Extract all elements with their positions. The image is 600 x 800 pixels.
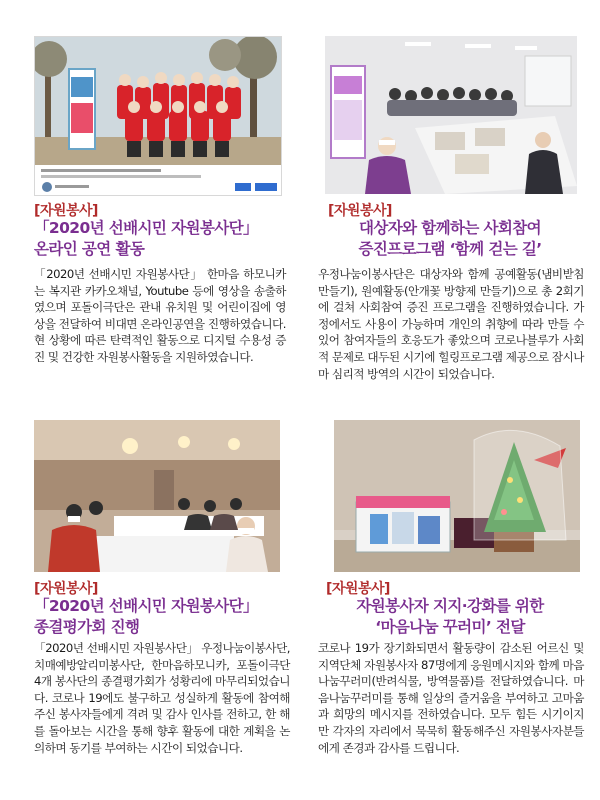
craft-activity-scene [325, 36, 577, 194]
section-2-title-line1: 대상자와 함께하는 사회참여 [358, 219, 542, 237]
section-3-title-line1: 「2020년 선배시민 자원봉사단」 [34, 597, 258, 615]
section-4-body: 코로나 19가 장기화되면서 활동량이 감소된 어르신 및 지역단체 자원봉사자 87명에게 응원메시지와 함께 마음나눔꾸러미(반려식물, 방역물품)를 전달하였습니다. 마음나눔꾸러미를 통해 일상의 즐거움을 부여하고 고마움과 희망의 메시지를 전하였습니다. 모두 힘든 시기이지만 각자의 자리에서 묵묵히 활동해주신 자원봉사자분들에게 존경과 감사를 드립니다. [318, 641, 584, 755]
section-1-title-line2: 온라인 공연 활동 [34, 240, 145, 258]
section-3-tag: [자원봉사] [34, 581, 98, 597]
section-2-title [312, 218, 588, 260]
section-2-tag: [자원봉사] [328, 203, 392, 219]
section-2-body: 우정나눔이봉사단은 대상자와 함께 공예활동(냄비받침 만들기), 원예활동(안개꽃 방향제 만들기)으로 총 2회기에 걸쳐 사회참여 증진 프로그램을 진행하였습니다. 가정에서도 사용이 가능하며 개인의 취향에 따라 만들 수 있어 참여자들의 호응도가 좋았으며 코로나블루가 사회적 문제로 대두된 시기에 힐링프로그램 제공으로 잠시나마 심리적 방역의 시간이 되었습니다. [318, 267, 584, 381]
section-3-body: 「2020년 선배시민 자원봉사단」 우정나눔이봉사단, 치매예방알리미봉사단, 한마음하모니카, 포돌이극단 4개 봉사단의 종결평가회가 성황리에 마무리되었습니다. 코로나 19에도 불구하고 성실하게 활동에 참여해주신 봉사자들에게 격려 및 감사 인사를 전하고, 한 해를 돌아보는 시간을 통해 향후 활동에 대한 계획을 논의하며 동기를 부여하는 시간이 되었습니다. [34, 641, 290, 755]
section-4-title-line1: 자원봉사자 지지·강화를 위한 [356, 597, 544, 615]
section-2-title-line2: 증진프로그램 ‘함께 걷는 길’ [358, 240, 542, 258]
section-4-title [312, 596, 588, 638]
section-1-title [34, 218, 294, 260]
photo-harmonica-performance [34, 36, 282, 196]
photo-craft-activity [325, 36, 577, 194]
section-1-title-line1: 「2020년 선배시민 자원봉사단」 [34, 219, 258, 237]
care-package-scene [334, 420, 580, 572]
section-4-title-line2: ‘마음나눔 꾸러미’ 전달 [375, 618, 525, 636]
section-1-body: 「2020년 선배시민 자원봉사단」 한마음 하모니카는 복지관 카카오채널, Youtube 등에 영상을 송출하였으며 포돌이극단은 관내 유치원 및 어린이집에 영상을 전달하여 비대면 온라인공연을 진행하였습니다. 현 상황에 따른 탄력적인 활동으로 디지털 수용성 증진 및 건강한 자원봉사활동을 지원하였습니다. [34, 267, 286, 364]
photo-evaluation-meeting [34, 420, 280, 572]
section-3-title [34, 596, 294, 638]
photo-care-package [334, 420, 580, 572]
harmonica-video-frame [35, 37, 281, 195]
section-3-title-line2: 종결평가회 진행 [34, 618, 140, 636]
section-4-tag: [자원봉사] [326, 581, 390, 597]
evaluation-meeting-scene [34, 420, 280, 572]
section-1-tag: [자원봉사] [34, 203, 98, 219]
